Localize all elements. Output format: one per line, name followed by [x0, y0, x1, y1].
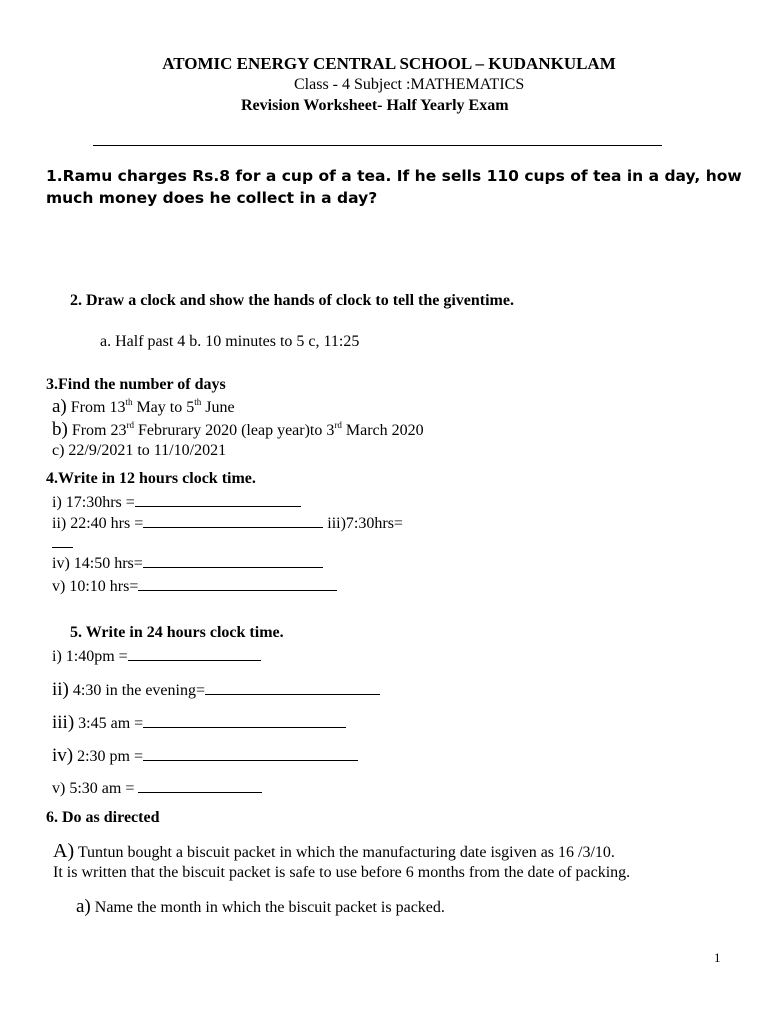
q3-number: 3.	[46, 376, 58, 393]
q3-b-post: March 2020	[341, 422, 424, 439]
q5-i-text: i) 1:40pm =	[52, 648, 128, 665]
q3-heading-text: Find the number of days	[58, 376, 226, 393]
q5-ii-text: 4:30 in the evening=	[68, 682, 205, 699]
q4-heading-text: Write in 12 hours clock time.	[58, 470, 256, 487]
q5-iv-answer-blank[interactable]	[143, 746, 358, 761]
q4-iv-answer-blank[interactable]	[143, 553, 323, 568]
q5-v-text: v) 5:30 am =	[52, 780, 139, 797]
q3-b-mid: Februrary 2020 (leap year)to 3	[134, 422, 335, 439]
q1-line1: 1.Ramu charges Rs.8 for a cup of a tea. If he sells 110 cups of tea in a day, how	[46, 167, 742, 185]
q5-iii-marker: iii)	[52, 712, 75, 733]
q5-iv-marker: iv)	[52, 745, 74, 766]
school-name: ATOMIC ENERGY CENTRAL SCHOOL – KUDANKULAM	[162, 54, 616, 73]
q3-heading	[46, 376, 226, 394]
q5-v-answer-blank[interactable]	[138, 778, 262, 793]
q2-heading: 2. Draw a clock and show the hands of clock to tell the giventime.	[70, 292, 514, 309]
q4-i-text: i) 17:30hrs =	[52, 494, 135, 511]
q3-a-post: June	[201, 399, 235, 416]
q4-v-answer-blank[interactable]	[138, 576, 337, 591]
q3-item-c: c) 22/9/2021 to 11/10/2021	[52, 442, 227, 459]
q4-v-text: v) 10:10 hrs=	[52, 578, 139, 595]
q5-item-ii	[52, 679, 380, 701]
q5-item-v	[52, 778, 262, 798]
q6-A-marker: A)	[53, 840, 75, 862]
q4-ii-text: ii) 22:40 hrs =	[52, 515, 144, 532]
q3-b-sup2: rd	[334, 420, 342, 430]
q1-line2: much money does he collect in a day?	[46, 189, 378, 207]
q5-ii-marker: ii)	[52, 679, 69, 700]
q4-item-v	[52, 576, 337, 596]
q5-item-i	[52, 646, 261, 666]
q4-heading	[46, 470, 256, 488]
q6-item-A-line2: It is written that the biscuit packet is safe to use before 6 months from the date of packing.	[53, 864, 631, 881]
q3-a-marker: a)	[52, 396, 67, 417]
q3-b-pre: From 23	[67, 422, 127, 439]
q6-heading: 6. Do as directed	[46, 809, 160, 826]
q4-number: 4.	[46, 470, 58, 487]
page-number: 1	[714, 950, 721, 965]
q3-a-mid: May to 5	[132, 399, 195, 416]
q5-item-iv	[52, 745, 358, 767]
q3-b-sup1: rd	[126, 420, 134, 430]
q4-iv-text: iv) 14:50 hrs=	[52, 555, 143, 572]
q4-iii-text: iii)7:30hrs=	[323, 515, 403, 532]
worksheet-title: Revision Worksheet- Half Yearly Exam	[241, 97, 509, 114]
q3-b-marker: b)	[52, 419, 68, 440]
q4-item-i	[52, 492, 301, 512]
q5-i-answer-blank[interactable]	[128, 646, 261, 661]
q6-item-a	[76, 896, 445, 918]
class-subject: Class - 4 Subject :MATHEMATICS	[294, 76, 525, 93]
q5-ii-answer-blank[interactable]	[205, 680, 380, 695]
q2-options: a. Half past 4 b. 10 minutes to 5 c, 11:25	[100, 333, 360, 350]
q3-item-b	[52, 419, 424, 441]
q6-a-marker: a)	[76, 896, 91, 917]
q5-iii-text: 3:45 am =	[74, 715, 144, 732]
q5-iii-answer-blank[interactable]	[143, 713, 346, 728]
q3-item-a	[52, 396, 235, 418]
q6-A-text: Tuntun bought a biscuit packet in which the manufacturing date isgiven as 16 /3/10.	[74, 844, 615, 861]
q4-item-iv	[52, 553, 323, 573]
q5-iv-text: 2:30 pm =	[73, 748, 144, 765]
q3-a-sup1: th	[125, 397, 133, 407]
q6-a-text: Name the month in which the biscuit packet is packed.	[90, 899, 445, 916]
q4-item-ii	[52, 513, 403, 533]
q5-heading: 5. Write in 24 hours clock time.	[70, 624, 284, 641]
q3-a-pre: From 13	[66, 399, 126, 416]
q4-ii-answer-blank[interactable]	[143, 513, 323, 528]
header-divider	[93, 145, 662, 146]
q4-iii-answer-blank[interactable]	[52, 533, 73, 548]
q4-i-answer-blank[interactable]	[135, 492, 301, 507]
q3-a-sup2: th	[194, 397, 202, 407]
q6-item-A-line1	[53, 840, 615, 863]
q5-item-iii	[52, 712, 346, 734]
